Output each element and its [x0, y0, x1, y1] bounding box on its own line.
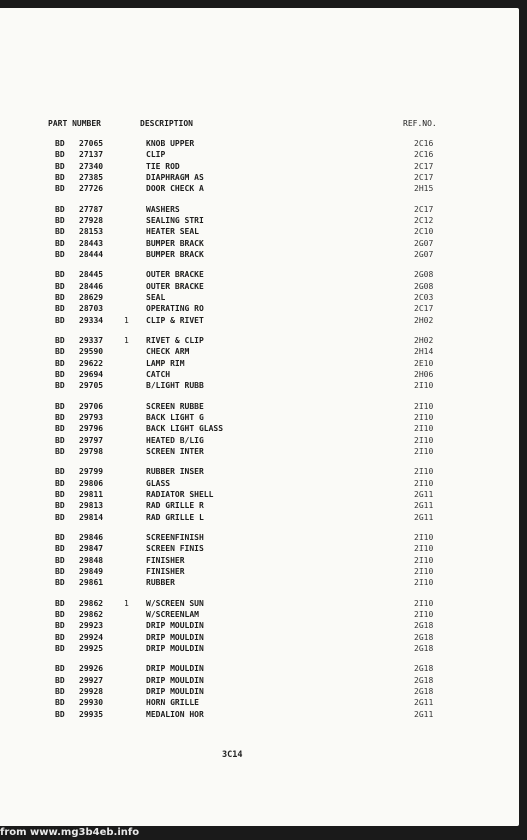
part-number: 29846 — [79, 533, 104, 543]
table-row — [0, 500, 519, 511]
ref-number: 2I10 — [414, 401, 434, 411]
part-description: SEAL — [146, 292, 166, 302]
ref-number: 2C17 — [414, 161, 434, 171]
ref-number: 2C17 — [414, 304, 434, 314]
part-description: DRIP MOULDIN — [146, 621, 204, 631]
ref-number: 2I10 — [414, 610, 434, 619]
ref-number: 2I10 — [414, 424, 434, 434]
parts-group — [0, 401, 519, 457]
part-description: FINISHER — [146, 566, 185, 576]
part-prefix: BD — [55, 401, 65, 411]
part-description: DOOR CHECK A — [146, 184, 204, 194]
ref-number: 2C10 — [414, 227, 434, 237]
part-description: HEATER SEAL — [146, 227, 199, 237]
table-row — [0, 346, 519, 357]
part-number: 29926 — [79, 664, 104, 674]
part-prefix: BD — [55, 304, 65, 314]
ref-number: 2H02 — [414, 336, 434, 346]
part-description: W/SCREEN SUN — [146, 598, 204, 608]
table-row — [0, 183, 519, 194]
part-prefix: BD — [55, 227, 65, 237]
part-prefix: BD — [55, 424, 65, 434]
table-row — [0, 543, 519, 554]
table-row — [0, 369, 519, 380]
part-prefix: BD — [55, 238, 65, 248]
part-description: DRIP MOULDIN — [146, 643, 204, 653]
table-row — [0, 435, 519, 446]
ref-number: 2C16 — [414, 150, 434, 160]
part-prefix: BD — [55, 501, 65, 511]
part-description: SEALING STRI — [146, 215, 204, 225]
ref-number: 2E10 — [414, 358, 434, 368]
part-prefix: BD — [55, 139, 65, 148]
part-description: RUBBER — [146, 578, 175, 588]
part-prefix: BD — [55, 664, 65, 674]
part-number: 29705 — [79, 381, 104, 391]
part-prefix: BD — [55, 512, 65, 522]
part-prefix: BD — [55, 632, 65, 642]
part-number: 28445 — [79, 270, 104, 280]
part-description: CATCH — [146, 369, 171, 379]
page-number: 3C14 — [222, 750, 243, 760]
ref-number: 2I10 — [414, 566, 434, 576]
table-row — [0, 709, 519, 720]
part-prefix: BD — [55, 478, 65, 488]
part-description: KNOB UPPER — [146, 139, 195, 148]
part-description: SCREENFINISH — [146, 533, 204, 543]
part-number: 27928 — [79, 215, 104, 225]
part-number: 29847 — [79, 544, 104, 554]
part-description: BACK LIGHT G — [146, 412, 204, 422]
part-number: 29848 — [79, 555, 104, 565]
part-prefix: BD — [55, 161, 65, 171]
part-description: SCREEN INTER — [146, 446, 204, 456]
table-row — [0, 555, 519, 566]
source-footer: from www.mg3b4eb.info — [0, 827, 140, 838]
parts-group — [0, 138, 519, 194]
part-prefix: BD — [55, 578, 65, 588]
ref-number: 2G11 — [414, 512, 434, 522]
ref-number: 2H06 — [414, 369, 434, 379]
parts-group — [0, 269, 519, 325]
part-number: 29694 — [79, 369, 104, 379]
part-number: 29930 — [79, 698, 104, 708]
table-row — [0, 303, 519, 314]
table-row — [0, 675, 519, 686]
table-row — [0, 489, 519, 500]
part-number: 29862 — [79, 598, 104, 608]
part-prefix: BD — [55, 709, 65, 719]
part-description: SCREEN RUBBE — [146, 401, 204, 411]
part-description: DRIP MOULDIN — [146, 686, 204, 696]
part-description: RAD GRILLE R — [146, 501, 204, 511]
part-number: 28443 — [79, 238, 104, 248]
ref-number: 2G18 — [414, 643, 434, 653]
part-prefix: BD — [55, 172, 65, 182]
table-row — [0, 609, 519, 620]
table-row — [0, 566, 519, 577]
part-number: 29706 — [79, 401, 104, 411]
part-description: DIAPHRAGM AS — [146, 172, 204, 182]
table-row — [0, 643, 519, 654]
part-description: DRIP MOULDIN — [146, 632, 204, 642]
ref-number: 2I10 — [414, 533, 434, 543]
header-description: DESCRIPTION — [140, 119, 193, 128]
part-description: OUTER BRACKE — [146, 270, 204, 280]
ref-number: 2I10 — [414, 381, 434, 391]
parts-group — [0, 598, 519, 654]
table-row — [0, 358, 519, 369]
part-number: 29334 — [79, 315, 104, 325]
table-row — [0, 446, 519, 457]
part-number: 29337 — [79, 336, 104, 346]
part-prefix: BD — [55, 215, 65, 225]
part-number: 29924 — [79, 632, 104, 642]
table-row — [0, 249, 519, 260]
part-number: 28629 — [79, 292, 104, 302]
part-prefix: BD — [55, 555, 65, 565]
ref-number: 2G18 — [414, 675, 434, 685]
part-number: 29799 — [79, 467, 104, 477]
ref-number: 2I10 — [414, 412, 434, 422]
table-row — [0, 577, 519, 588]
table-row — [0, 401, 519, 412]
parts-group — [0, 466, 519, 522]
part-prefix: BD — [55, 621, 65, 631]
part-number: 28444 — [79, 249, 104, 259]
document-page — [0, 8, 519, 826]
ref-number: 2C17 — [414, 172, 434, 182]
part-description: RIVET & CLIP — [146, 336, 204, 346]
ref-number: 2G08 — [414, 281, 434, 291]
part-description: BUMPER BRACK — [146, 249, 204, 259]
ref-number: 2I10 — [414, 467, 434, 477]
part-prefix: BD — [55, 544, 65, 554]
ref-number: 2G11 — [414, 698, 434, 708]
part-prefix: BD — [55, 336, 65, 346]
table-row — [0, 281, 519, 292]
part-description: CHECK ARM — [146, 347, 190, 357]
part-number: 29814 — [79, 512, 104, 522]
part-prefix: BD — [55, 446, 65, 456]
table-row — [0, 598, 519, 609]
part-number: 28153 — [79, 227, 104, 237]
part-prefix: BD — [55, 675, 65, 685]
table-row — [0, 335, 519, 346]
ref-number: 2H02 — [414, 315, 434, 325]
part-prefix: BD — [55, 643, 65, 653]
part-prefix: BD — [55, 150, 65, 160]
part-number: 29935 — [79, 709, 104, 719]
part-number: 29813 — [79, 501, 104, 511]
table-row — [0, 215, 519, 226]
part-prefix: BD — [55, 698, 65, 708]
part-prefix: BD — [55, 489, 65, 499]
part-prefix: BD — [55, 184, 65, 194]
part-number: 29806 — [79, 478, 104, 488]
ref-number: 2I10 — [414, 446, 434, 456]
ref-number: 2G18 — [414, 632, 434, 642]
ref-number: 2G18 — [414, 664, 434, 674]
part-description: RADIATOR SHELL — [146, 489, 214, 499]
part-prefix: BD — [55, 610, 65, 619]
ref-number: 2I10 — [414, 578, 434, 588]
table-row — [0, 292, 519, 303]
part-number: 28446 — [79, 281, 104, 291]
table-row — [0, 138, 519, 149]
header-part-number: PART NUMBER — [48, 119, 101, 128]
part-description: CLIP & RIVET — [146, 315, 204, 325]
table-row — [0, 226, 519, 237]
ref-number: 2C17 — [414, 204, 434, 214]
table-row — [0, 686, 519, 697]
part-description: BACK LIGHT GLASS — [146, 424, 224, 434]
part-prefix: BD — [55, 381, 65, 391]
part-number: 28703 — [79, 304, 104, 314]
ref-number: 2C03 — [414, 292, 434, 302]
part-prefix: BD — [55, 204, 65, 214]
part-number: 27137 — [79, 150, 104, 160]
part-number: 29797 — [79, 435, 104, 445]
part-description: RUBBER INSER — [146, 467, 204, 477]
part-number: 29622 — [79, 358, 104, 368]
part-description: W/SCREENLAM — [146, 610, 199, 619]
ref-number: 2G11 — [414, 489, 434, 499]
part-description: OUTER BRACKE — [146, 281, 204, 291]
part-prefix: BD — [55, 566, 65, 576]
part-prefix: BD — [55, 315, 65, 325]
part-prefix: BD — [55, 281, 65, 291]
table-row — [0, 380, 519, 391]
part-number: 29928 — [79, 686, 104, 696]
ref-number: 2G07 — [414, 249, 434, 259]
quantity: 1 — [124, 598, 129, 608]
table-row — [0, 238, 519, 249]
parts-group — [0, 663, 519, 719]
part-prefix: BD — [55, 598, 65, 608]
ref-number: 2G11 — [414, 501, 434, 511]
table-row — [0, 412, 519, 423]
parts-list — [0, 138, 519, 729]
part-prefix: BD — [55, 533, 65, 543]
part-description: FINISHER — [146, 555, 185, 565]
part-number: 29798 — [79, 446, 104, 456]
part-prefix: BD — [55, 686, 65, 696]
part-description: DRIP MOULDIN — [146, 664, 204, 674]
part-prefix: BD — [55, 467, 65, 477]
table-row — [0, 663, 519, 674]
parts-group — [0, 204, 519, 260]
table-row — [0, 512, 519, 523]
table-row — [0, 172, 519, 183]
part-description: RAD GRILLE L — [146, 512, 204, 522]
part-description: CLIP — [146, 150, 166, 160]
quantity: 1 — [124, 315, 129, 325]
table-row — [0, 620, 519, 631]
parts-group — [0, 532, 519, 588]
table-row — [0, 466, 519, 477]
table-row — [0, 423, 519, 434]
part-number: 29811 — [79, 489, 104, 499]
part-prefix: BD — [55, 435, 65, 445]
part-prefix: BD — [55, 412, 65, 422]
part-number: 29925 — [79, 643, 104, 653]
part-description: MEDALION HOR — [146, 709, 204, 719]
table-row — [0, 149, 519, 160]
part-number: 27340 — [79, 161, 104, 171]
parts-group — [0, 335, 519, 391]
part-description: HORN GRILLE — [146, 698, 199, 708]
table-row — [0, 315, 519, 326]
part-prefix: BD — [55, 249, 65, 259]
part-number: 29862 — [79, 610, 104, 619]
part-description: GLASS — [146, 478, 171, 488]
part-prefix: BD — [55, 369, 65, 379]
table-row — [0, 697, 519, 708]
part-number: 27787 — [79, 204, 104, 214]
part-number: 29796 — [79, 424, 104, 434]
table-row — [0, 632, 519, 643]
part-description: B/LIGHT RUBB — [146, 381, 204, 391]
column-header-row — [0, 119, 519, 131]
table-row — [0, 269, 519, 280]
part-description: SCREEN FINIS — [146, 544, 204, 554]
part-prefix: BD — [55, 270, 65, 280]
table-row — [0, 532, 519, 543]
part-number: 27385 — [79, 172, 104, 182]
ref-number: 2H15 — [414, 184, 434, 194]
table-row — [0, 204, 519, 215]
part-prefix: BD — [55, 347, 65, 357]
ref-number: 2H14 — [414, 347, 434, 357]
ref-number: 2I10 — [414, 544, 434, 554]
part-description: HEATED B/LIG — [146, 435, 204, 445]
part-description: WASHERS — [146, 204, 180, 214]
part-description: DRIP MOULDIN — [146, 675, 204, 685]
ref-number: 2G08 — [414, 270, 434, 280]
part-number: 29793 — [79, 412, 104, 422]
ref-number: 2G18 — [414, 686, 434, 696]
part-number: 29923 — [79, 621, 104, 631]
part-description: LAMP RIM — [146, 358, 185, 368]
ref-number: 2I10 — [414, 555, 434, 565]
ref-number: 2G18 — [414, 621, 434, 631]
table-row — [0, 161, 519, 172]
part-description: BUMPER BRACK — [146, 238, 204, 248]
ref-number: 2I10 — [414, 598, 434, 608]
part-number: 29590 — [79, 347, 104, 357]
ref-number: 2I10 — [414, 435, 434, 445]
part-prefix: BD — [55, 292, 65, 302]
part-number: 29849 — [79, 566, 104, 576]
ref-number: 2C12 — [414, 215, 434, 225]
part-number: 27065 — [79, 139, 104, 148]
ref-number: 2C16 — [414, 139, 434, 148]
table-row — [0, 478, 519, 489]
header-ref-no: REF.NO. — [403, 119, 437, 128]
ref-number: 2G11 — [414, 709, 434, 719]
part-prefix: BD — [55, 358, 65, 368]
ref-number: 2G07 — [414, 238, 434, 248]
part-number: 29861 — [79, 578, 104, 588]
part-description: OPERATING RO — [146, 304, 204, 314]
part-description: TIE ROD — [146, 161, 180, 171]
ref-number: 2I10 — [414, 478, 434, 488]
quantity: 1 — [124, 336, 129, 346]
part-number: 27726 — [79, 184, 104, 194]
part-number: 29927 — [79, 675, 104, 685]
